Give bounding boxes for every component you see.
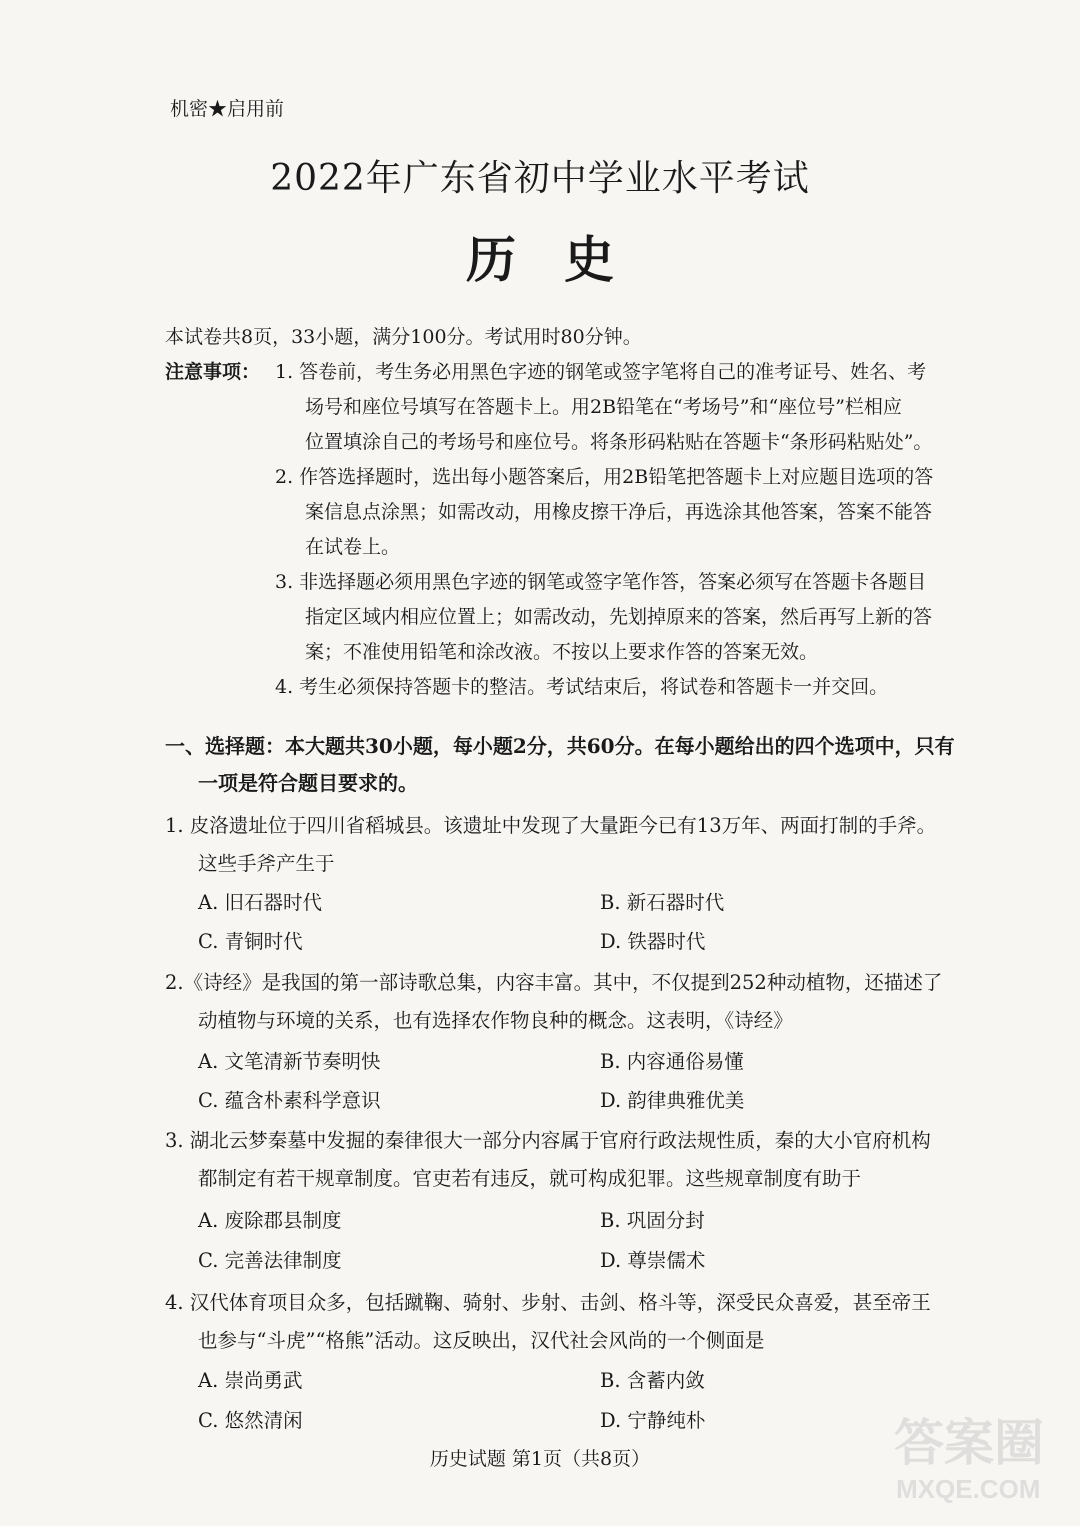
confidential-mark: 机密★启用前 bbox=[170, 98, 285, 120]
notice-line: 3. 非选择题必须用黑色字迹的钢笔或签字笔作答，答案必须写在答题卡各题目 bbox=[275, 571, 927, 593]
question-4-option-b: B. 含蓄内敛 bbox=[600, 1369, 705, 1392]
svg-text:MXQE.COM: MXQE.COM bbox=[896, 1474, 1041, 1504]
svg-text:答案圈: 答案圈 bbox=[894, 1415, 1044, 1471]
notice-line: 4. 考生必须保持答题卡的整洁。考试结束后，将试卷和答题卡一并交回。 bbox=[275, 676, 889, 698]
question-2-option-a: A. 文笔清新节奏明快 bbox=[198, 1050, 381, 1073]
notice-line: 2. 作答选择题时，选出每小题答案后，用2B铅笔把答题卡上对应题目选项的答 bbox=[275, 466, 934, 488]
question-4-option-c: C. 悠然清闲 bbox=[198, 1409, 303, 1432]
question-2-stem: 2.《诗经》是我国的第一部诗歌总集，内容丰富。其中，不仅提到252种动植物，还描述了 bbox=[165, 971, 943, 994]
page-footer: 历史试题 第1页（共8页） bbox=[429, 1448, 651, 1470]
section-heading-cont: 一项是符合题目要求的。 bbox=[198, 771, 418, 795]
question-1-stem-cont: 这些手斧产生于 bbox=[198, 852, 335, 875]
notice-line: 案信息点涂黑；如需改动，用橡皮擦干净后，再选涂其他答案，答案不能答 bbox=[305, 501, 933, 523]
watermark-logo bbox=[884, 1398, 1054, 1508]
notice-line: 在试卷上。 bbox=[305, 536, 401, 558]
question-4-option-d: D. 宁静纯朴 bbox=[600, 1409, 706, 1432]
question-2-stem-cont: 动植物与环境的关系，也有选择农作物良种的概念。这表明，《诗经》 bbox=[198, 1009, 793, 1032]
question-1-stem: 1. 皮洛遗址位于四川省稻城县。该遗址中发现了大量距今已有13万年、两面打制的手斧。 bbox=[165, 814, 937, 837]
exam-intro: 本试卷共8页，33小题，满分100分。考试用时80分钟。 bbox=[165, 326, 642, 348]
question-4-stem-cont: 也参与“斗虎”“格熊”活动。这反映出，汉代社会风尚的一个侧面是 bbox=[198, 1329, 765, 1352]
question-4-stem: 4. 汉代体育项目众多，包括蹴鞠、骑射、步射、击剑、格斗等，深受民众喜爱，甚至帝王 bbox=[165, 1291, 931, 1314]
question-3-option-a: A. 废除郡县制度 bbox=[198, 1209, 342, 1232]
question-1-option-d: D. 铁器时代 bbox=[600, 930, 706, 953]
notice-line: 指定区域内相应位置上；如需改动，先划掉原来的答案，然后再写上新的答 bbox=[305, 606, 933, 628]
question-1-option-b: B. 新石器时代 bbox=[600, 891, 725, 914]
notice-line: 案；不准使用铅笔和涂改液。不按以上要求作答的答案无效。 bbox=[305, 641, 819, 663]
question-3-option-b: B. 巩固分封 bbox=[600, 1209, 705, 1232]
question-3-stem: 3. 湖北云梦秦墓中发掘的秦律很大一部分内容属于官府行政法规性质，秦的大小官府机构 bbox=[165, 1129, 931, 1152]
question-3-stem-cont: 都制定有若干规章制度。官吏若有违反，就可构成犯罪。这些规章制度有助于 bbox=[198, 1167, 862, 1190]
exam-title: 2022年广东省初中学业水平考试 bbox=[270, 158, 810, 199]
question-1-option-c: C. 青铜时代 bbox=[198, 930, 303, 953]
question-2-option-c: C. 蕴含朴素科学意识 bbox=[198, 1089, 381, 1112]
notice-line: 1. 答卷前，考生务必用黑色字迹的钢笔或签字笔将自己的准考证号、姓名、考 bbox=[275, 361, 927, 383]
question-2-option-d: D. 韵律典雅优美 bbox=[600, 1089, 745, 1112]
question-4-option-a: A. 崇尚勇武 bbox=[198, 1369, 303, 1392]
notice-line: 场号和座位号填写在答题卡上。用2B铅笔在“考场号”和“座位号”栏相应 bbox=[305, 396, 902, 418]
question-2-option-b: B. 内容通俗易懂 bbox=[600, 1050, 744, 1073]
subject-title: 历史 bbox=[466, 230, 662, 289]
notice-label: 注意事项： bbox=[165, 361, 261, 383]
question-3-option-d: D. 尊崇儒术 bbox=[600, 1249, 706, 1272]
section-heading: 一、选择题：本大题共30小题，每小题2分，共60分。在每小题给出的四个选项中，只有 bbox=[165, 734, 955, 758]
question-3-option-c: C. 完善法律制度 bbox=[198, 1249, 342, 1272]
notice-line: 位置填涂自己的考场号和座位号。将条形码粘贴在答题卡“条形码粘贴处”。 bbox=[305, 431, 933, 453]
question-1-option-a: A. 旧石器时代 bbox=[198, 891, 322, 914]
